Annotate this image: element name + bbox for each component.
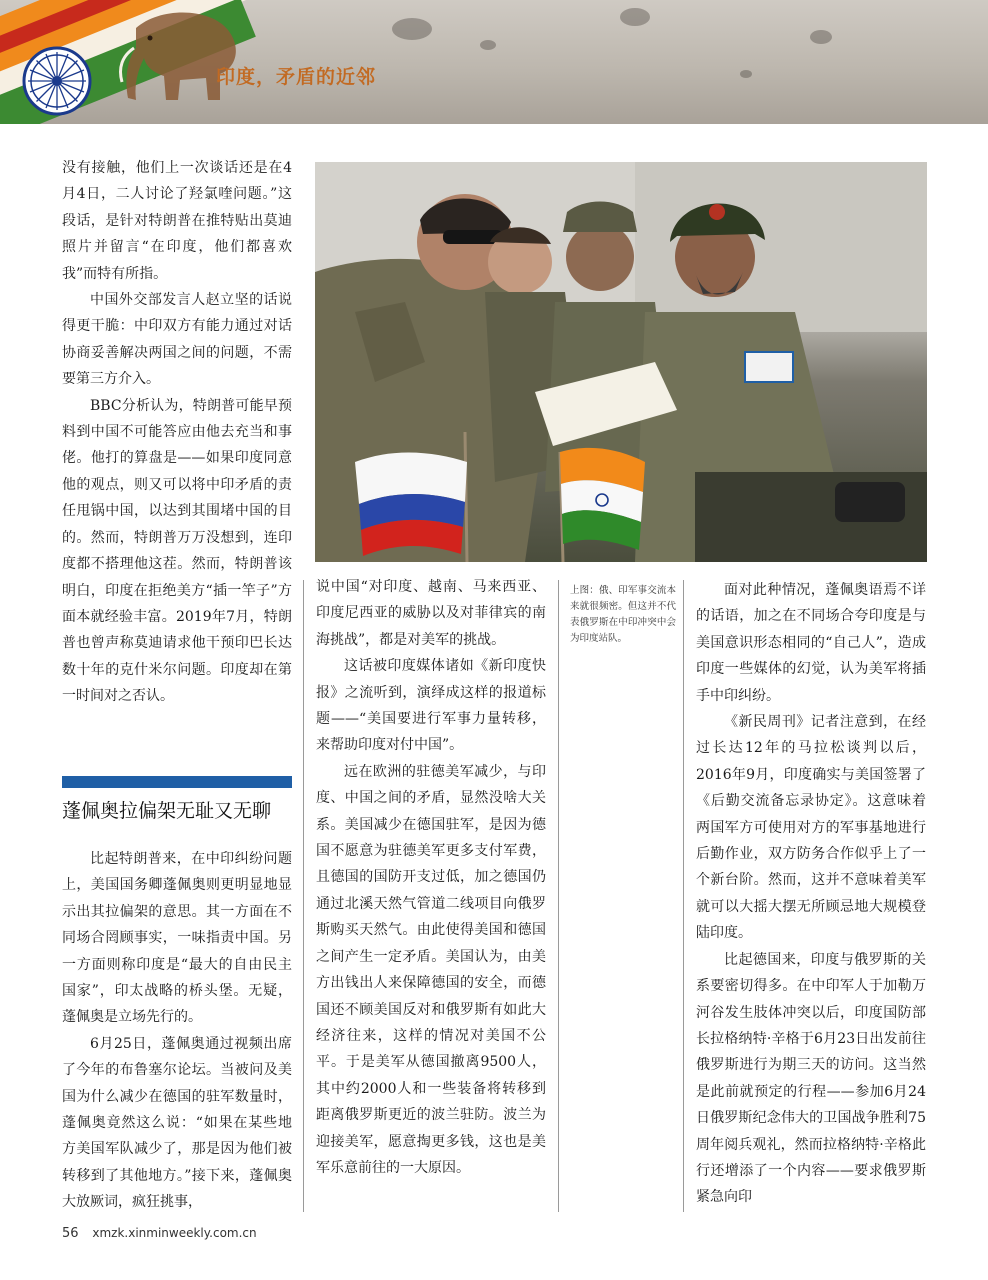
text-column-1-top (62, 155, 292, 710)
ink-splatter (810, 30, 832, 44)
paragraph: BBC分析认为，特朗普可能早预料到中国不可能答应由他去充当和事佬。他打的算盘是——如果印度同意他的观点，则又可以将中印矛盾的责任甩锅中国，以达到其围堵中国的目的。然而，特朗普万万没想到，连印度都不搭理他这茬。然而，特朗普该明白，印度在拒绝美方“插一竿子”方面本就经验丰富。2019年7月，特朗普也曾声称莫迪请求他干预印巴长达数十年的克什米尔问题。印度却在第一时间对之否认。 (62, 397, 292, 705)
text-column-4 (696, 577, 926, 1211)
ink-splatter (620, 8, 650, 26)
paragraph: 面对此种情况，蓬佩奥语焉不详的话语，加之在不同场合夸印度是与美国意识形态相同的“自己人”，造成印度一些媒体的幻觉，认为美军将插手中印纠纷。 (696, 582, 926, 704)
military-meeting-photo (315, 162, 927, 562)
footer-url: xmzk.xinminweekly.com.cn (92, 1226, 257, 1240)
text-column-2 (316, 574, 546, 1181)
paragraph: 6月25日，蓬佩奥通过视频出席了今年的布鲁塞尔论坛。当被问及美国为什么减少在德国的驻军数量时，蓬佩奥竟然这么说：“如果在某些地方美国军队减少了，那是因为他们被转移到了其他地方。”接下来，蓬佩奥大放厥词，疯狂挑事， (62, 1035, 292, 1211)
column-divider (558, 580, 559, 1212)
paragraph: 中国外交部发言人赵立坚的话说得更干脆：中印双方有能力通过对话协商妥善解决两国之间的问题，不需要第三方介入。 (62, 292, 292, 388)
paragraph: 《新民周刊》记者注意到，在经过长达12年的马拉松谈判以后，2016年9月，印度确实与美国签署了《后勤交流备忘录协定》。这意味着两国军方可使用对方的军事基地进行后勤作业，双方防务合作似乎上了一个新台阶。然而，这并不意味着美军就可以大摇大摆无所顾忌地大规模登陆印度。 (696, 714, 926, 942)
paragraph: 远在欧洲的驻德美军减少，与印度、中国之间的矛盾，显然没啥大关系。美国减少在德国驻军，是因为德国不愿意为驻德美军更多支付军费，且德国的国防开支过低，加之德国仍通过北溪天然气管道二线项目向俄罗斯购买天然气。由此使得美国和德国之间产生一定矛盾。美国认为，由美方出钱出人来保障德国的安全，而德国还不顾美国反对和俄罗斯有如此大经济往来，这样的情况对美国不公平。于是美军从德国撤离9500人，其中约2000人和一些装备将转移到距离俄罗斯更近的波兰驻防。波兰为迎接美军，愿意掏更多钱，这也是美军乐意前往的一大原因。 (316, 763, 546, 1176)
article-photo (315, 162, 927, 562)
section-title: 印度，矛盾的近邻 (216, 66, 377, 88)
page-number: 56 (62, 1226, 79, 1241)
elephant-illustration-icon (116, 8, 246, 108)
paragraph: 比起德国来，印度与俄罗斯的关系要密切得多。在中印军人于加勒万河谷发生肢体冲突以后，印度国防部长拉格纳特·辛格于6月23日出发前往俄罗斯进行为期三天的访问。这当然是此前就预定的行程——参加6月24日俄罗斯纪念伟大的卫国战争胜利75周年阅兵观礼，然而拉格纳特·辛格此行还增添了一个内容——要求俄罗斯紧急向印 (696, 951, 926, 1206)
page-header-banner (0, 0, 988, 124)
ink-splatter (480, 40, 496, 50)
photo-caption: 上图：俄、印军事交流本来就很频密。但这并不代表俄罗斯在中印冲突中会为印度站队。 (570, 585, 676, 644)
ashoka-chakra-icon (22, 46, 92, 116)
column-divider (303, 580, 304, 1212)
paragraph: 这话被印度媒体诸如《新印度快报》之流听到，演绎成这样的报道标题——“美国要进行军事力量转移，来帮助印度对付中国”。 (316, 658, 546, 754)
page-footer (62, 1226, 257, 1241)
paragraph: 比起特朗普来，在中印纠纷问题上，美国国务卿蓬佩奥则更明显地显示出其拉偏架的意思。其一方面在不同场合罔顾事实，一味指责中国。另一方面则称印度是“最大的自由民主国家”，印太战略的桥头堡。无疑，蓬佩奥是立场先行的。 (62, 851, 292, 1026)
column-divider (683, 580, 684, 1212)
ink-splatter (392, 18, 432, 40)
text-column-1-bottom (62, 846, 292, 1216)
subheading-accent-bar (62, 776, 292, 788)
ink-splatter (740, 70, 752, 78)
subheading: 蓬佩奥拉偏架无耻又无聊 (62, 800, 272, 822)
paragraph: 说中国“对印度、越南、马来西亚、印度尼西亚的威胁以及对菲律宾的南海挑战”，都是对美军的挑战。 (316, 579, 546, 648)
paragraph: 没有接触，他们上一次谈话还是在4月4日，二人讨论了羟氯喹问题。”这段话，是针对特朗普在推特贴出莫迪照片并留言“在印度，他们都喜欢我”而特有所指。 (62, 160, 292, 282)
